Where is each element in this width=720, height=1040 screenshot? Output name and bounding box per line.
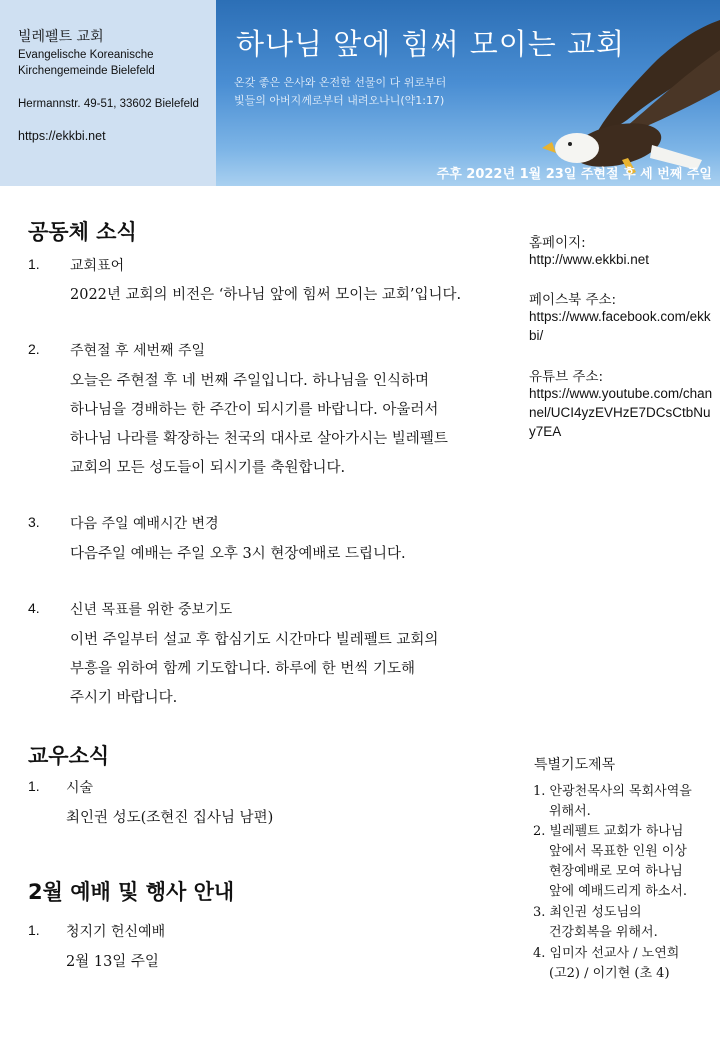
item-text-line: 하나님을 경배하는 한 주간이 되시기를 바랍니다. 아울러서 [70, 402, 439, 418]
item-number: 1. [28, 256, 40, 272]
prayer-line: 2. 빌레펠트 교회가 하나님 [533, 824, 684, 839]
item-title: 교회표어 [70, 258, 125, 274]
item-number: 3. [28, 514, 40, 530]
homepage-link[interactable]: http://www.ekkbi.net [529, 252, 650, 267]
section-title-member-news: 교우소식 [28, 744, 110, 768]
church-address: Hermannstr. 49-51, 33602 Bielefeld [18, 98, 199, 110]
prayer-requests-title: 특별기도제목 [534, 757, 616, 773]
church-name-german-line2: Kirchengemeinde Bielefeld [18, 65, 155, 77]
youtube-link[interactable]: https://www.youtube.com/channel/UCI4yzEVHzE7DCsCtbNuy7EA [529, 386, 713, 439]
item-number: 2. [28, 341, 40, 357]
item-title: 주현절 후 세번째 주일 [70, 343, 206, 359]
church-name-german-line1: Evangelische Koreanische [18, 49, 154, 61]
item-text-line: 하나님 나라를 확장하는 천국의 대사로 살아가시는 빌레펠트 [70, 431, 448, 447]
section-title-community-news: 공동체 소식 [28, 220, 137, 244]
facebook-link[interactable]: https://www.facebook.com/ekkbi/ [529, 309, 711, 343]
item-title: 청지기 헌신예배 [66, 924, 166, 940]
item-number: 1. [28, 922, 40, 938]
sunday-date: 주후 2022년 1월 23일 주현절 후 세 번째 주일 [436, 167, 712, 182]
item-number: 4. [28, 600, 40, 616]
church-name-korean: 빌레펠트 교회 [18, 29, 104, 45]
homepage-label: 홈페이지: [529, 235, 586, 251]
church-motto-title: 하나님 앞에 힘써 모이는 교회 [236, 27, 626, 61]
item-text-line: 최인권 성도(조현진 집사님 남편) [66, 810, 274, 826]
item-title: 시술 [66, 780, 94, 796]
item-text-line: 2월 13일 주일 [66, 954, 159, 970]
item-text-line: 주시기 바랍니다. [70, 690, 178, 706]
item-text-line: 부흥을 위하여 함께 기도합니다. 하루에 한 번씩 기도해 [70, 661, 416, 677]
bible-verse-line2: 빛들의 아버지께로부터 내려오나니(약1:17) [234, 94, 445, 107]
prayer-line: 1. 안광천목사의 목회사역을 [533, 784, 692, 799]
prayer-line: 건강회복을 위해서. [549, 925, 658, 940]
section-title-february-events: 2월 예배 및 행사 안내 [28, 880, 235, 904]
item-text-line: 다음주일 예배는 주일 오후 3시 현장예배로 드립니다. [70, 546, 406, 562]
church-website-link[interactable]: https://ekkbi.net [18, 129, 106, 143]
header-banner [216, 0, 720, 186]
item-title: 신년 목표를 위한 중보기도 [70, 602, 233, 618]
facebook-label: 페이스북 주소: [529, 292, 617, 308]
header-info-panel [0, 0, 216, 186]
item-text-line: 오늘은 주현절 후 네 번째 주일입니다. 하나님을 인식하며 [70, 373, 430, 389]
prayer-line: 현장예배로 모여 하나님 [549, 864, 683, 879]
item-text-line: 교회의 모든 성도들이 되시기를 축원합니다. [70, 460, 346, 476]
prayer-line: 3. 최인권 성도님의 [533, 905, 642, 920]
youtube-label: 유튜브 주소: [529, 369, 604, 385]
prayer-line: 4. 임미자 선교사 / 노연희 [533, 946, 680, 961]
item-title: 다음 주일 예배시간 변경 [70, 516, 219, 532]
item-number: 1. [28, 778, 40, 794]
bible-verse-line1: 온갖 좋은 은사와 온전한 선물이 다 위로부터 [234, 76, 447, 89]
item-text-line: 이번 주일부터 설교 후 합심기도 시간마다 빌레펠트 교회의 [70, 632, 439, 648]
item-text-line: 2022년 교회의 비전은 ‘하나님 앞에 힘써 모이는 교회’입니다. [70, 287, 462, 303]
prayer-line: 앞에 예배드리게 하소서. [549, 884, 687, 899]
prayer-line: 위해서. [549, 804, 591, 819]
prayer-line: 앞에서 목표한 인원 이상 [549, 844, 687, 859]
prayer-line: (고2) / 이기현 (초 4) [549, 966, 670, 981]
